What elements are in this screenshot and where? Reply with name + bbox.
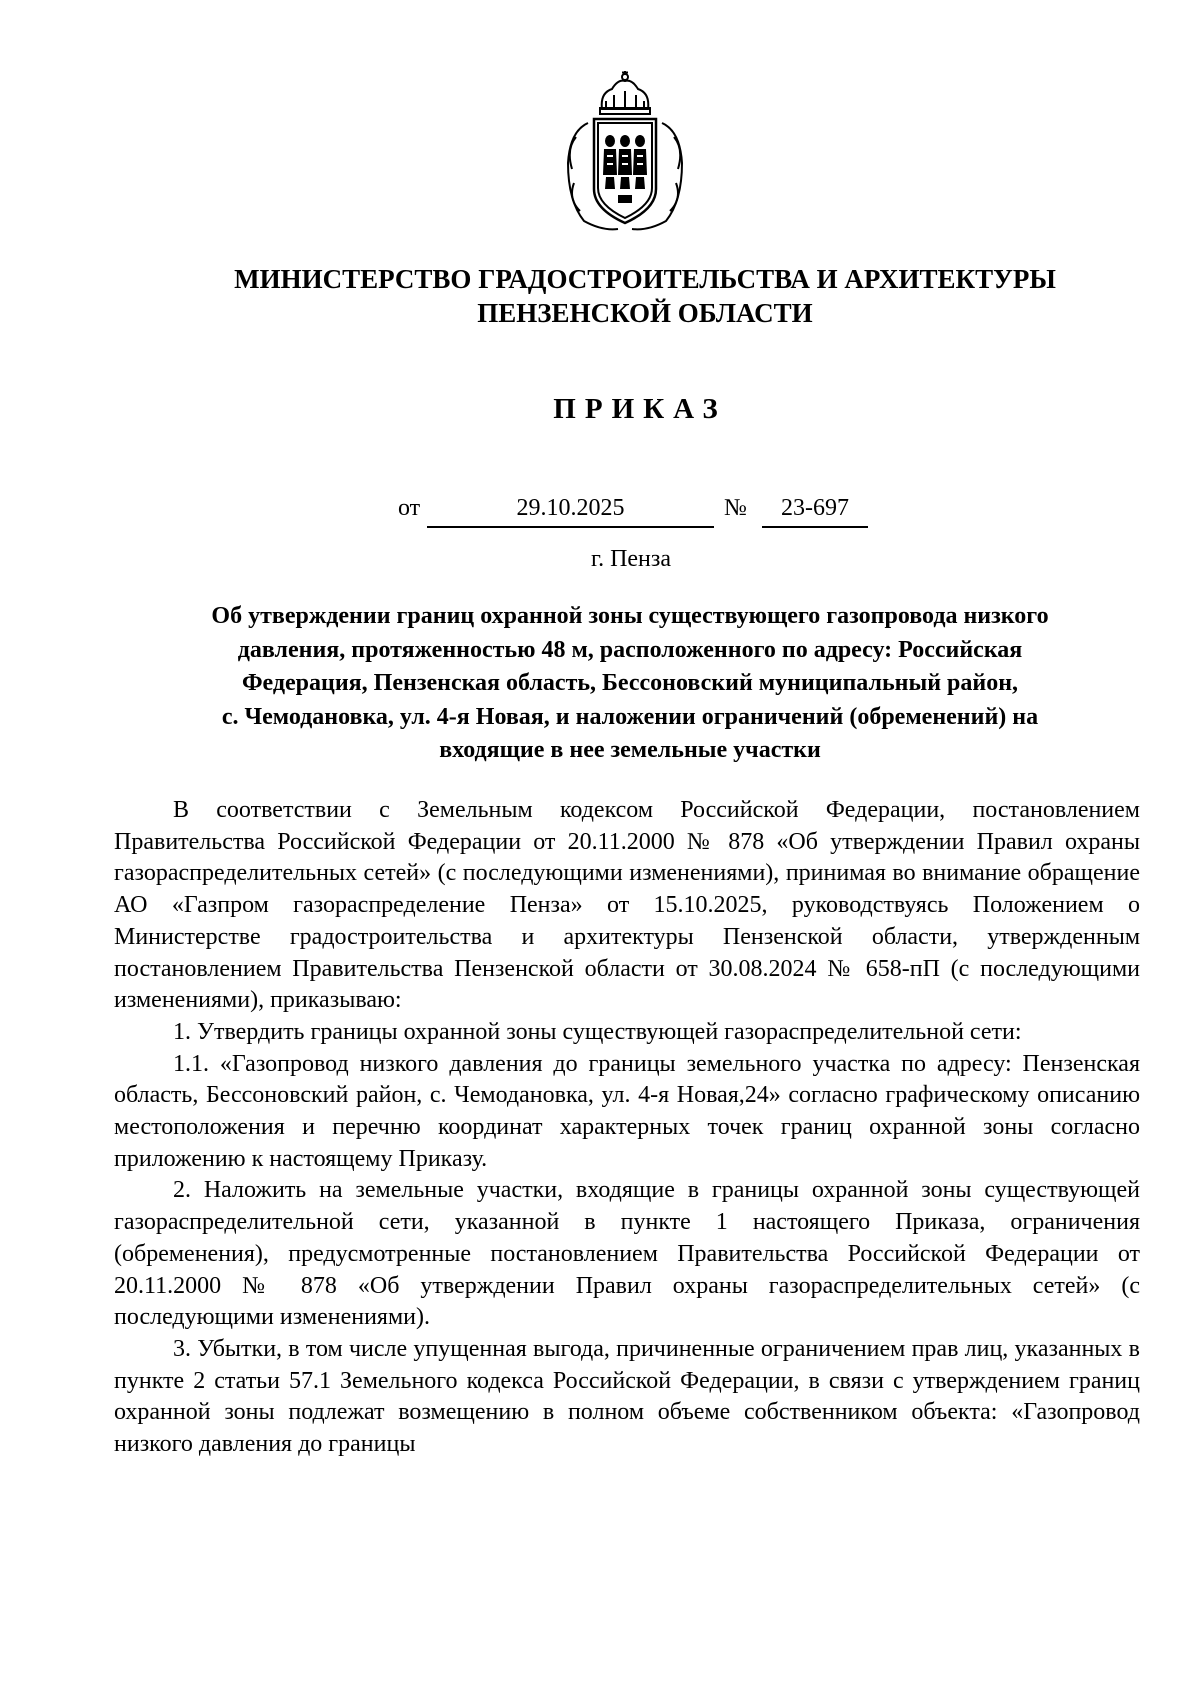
subject-line-4: с. Чемодановка, ул. 4-я Новая, и наложении ограничений (обременений) на [221,703,1039,730]
document-number: 23-697 [762,495,868,528]
city: г. Пенза [590,546,672,572]
document-body [114,795,1140,1461]
date-number-line [0,495,1200,529]
ministry-name-line-2: ПЕНЗЕНСКОЙ ОБЛАСТИ [477,298,813,328]
number-prefix: № [724,495,747,521]
ministry-name-line-1: МИНИСТЕРСТВО ГРАДОСТРОИТЕЛЬСТВА И АРХИТЕКТУРЫ [234,264,1056,294]
preamble-paragraph: В соответствии с Земельным кодексом Российской Федерации, постановлением Правительства Российской Федерации от 20.11.2000 № 878 «Об утверждении Правил охраны газораспределительных сетей» (с последующими изменениями), принимая во внимание обращение АО «Газпром газораспределение Пенза» от 15.10.2025, руководствуясь Положением о Министерстве градостроительства и архитектуры Пензенской области, утвержденным постановлением Правительства Пензенской области от 30.08.2024 № 658-пП (с последующими изменениями), приказываю: [114,797,1140,1014]
item-2-paragraph: 2. Наложить на земельные участки, входящие в границы охранной зоны существующей газораспределительной сети, указанной в пункте 1 настоящего Приказа, ограничения (обременения), предусмотренные постановлением Правительства Российской Федерации от 20.11.2000 № 878 «Об утверждении Правил охраны газораспределительных сетей» (с последующими изменениями). [114,1177,1140,1331]
date-prefix: от [398,495,421,521]
document-type-title: ПРИКАЗ [553,393,727,425]
subject-line-1: Об утверждении границ охранной зоны существующего газопровода низкого [211,603,1049,629]
subject-line-3: Федерация, Пензенская область, Бессоновский муниципальный район, [241,670,1019,696]
item-3-paragraph: 3. Убытки, в том числе упущенная выгода, причиненные ограничением прав лиц, указанных в пункте 2 статьи 57.1 Земельного кодекса Российской Федерации, в связи с утверждением границ охранной зоны подлежат возмещению в полном объеме собственником объекта: «Газопровод низкого давления до границы [114,1335,1140,1458]
document-date: 29.10.2025 [427,495,714,528]
ministry-name [0,262,1200,330]
subject-line-2: давления, протяженностью 48 м, расположенного по адресу: Российская [237,636,1023,663]
item-1-1-paragraph: 1.1. «Газопровод низкого давления до границы земельного участка по адресу: Пензенская область, Бессоновский район, с. Чемодановка, ул. 4-я Новая,24» согласно графическому описанию местоположения и перечню координат характерных точек границ охранной зоны согласно приложению к настоящему Приказу. [114,1050,1140,1172]
subject-line-5: входящие в нее земельные участки [439,737,821,763]
item-1-paragraph: 1. Утвердить границы охранной зоны существующей газораспределительной сети: [173,1018,1022,1045]
document-subject [130,600,1130,768]
coat-of-arms-icon [562,71,688,238]
